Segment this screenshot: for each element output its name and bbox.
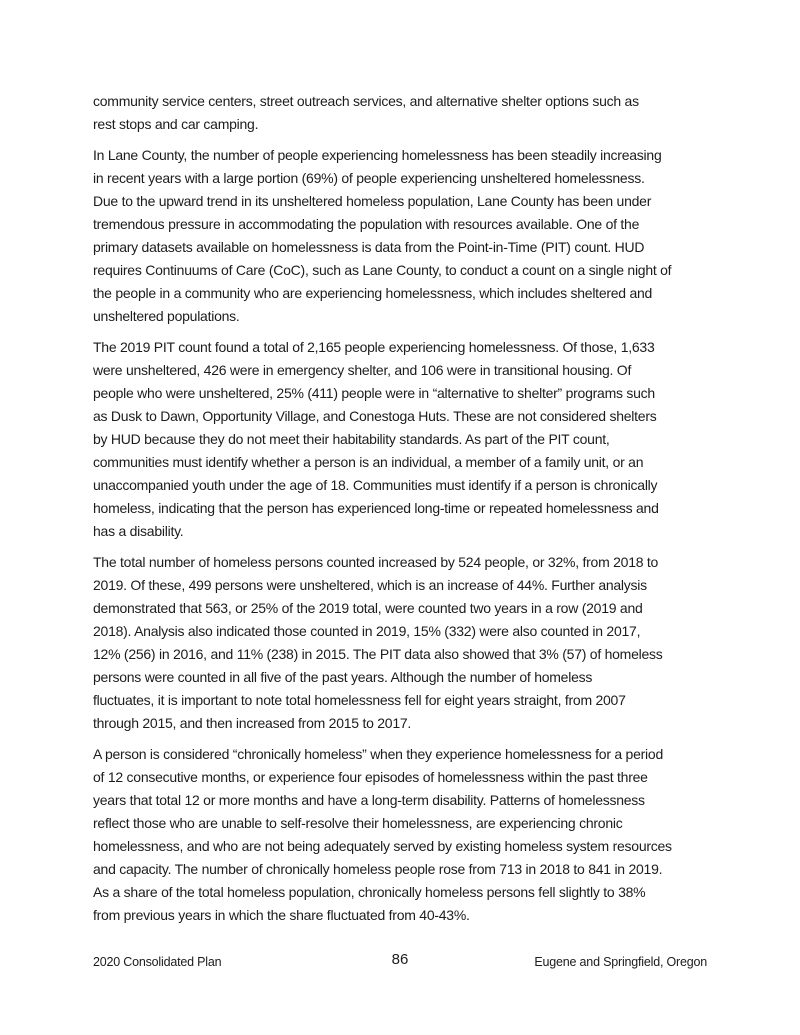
footer-location: Eugene and Springfield, Oregon: [534, 955, 707, 969]
paragraph-count-increase-analysis: The total number of homeless persons counted increased by 524 people, or 32%, from 2018 to 2019. Of these, 499 persons were unsheltered, which is an increase of 44%. Further analysis demonstrated that 563, or 25% of the 2019 total, were counted two years in a row (2019 and 2018). Analysis also indicated those counted in 2019, 15% (332) were also counted in 2017, 12% (256) in 2016, and 11% (238) in 2015. The PIT data also showed that 3% (57) of homeless persons were counted in all five of the past years. Although the number of homeless fluctuates, it is important to note total homelessness fell for eight years straight, from 2007 through 2015, and then increased from 2015 to 2017.: [93, 554, 663, 731]
paragraph-community-services: community service centers, street outreach services, and alternative shelter options such as rest stops and car camping.: [93, 93, 639, 132]
page-body-text: [93, 90, 761, 935]
footer-page-number: 86: [391, 951, 409, 968]
paragraph-chronically-homeless: A person is considered “chronically homeless” when they experience homelessness for a period of 12 consecutive months, or experience four episodes of homelessness within the past three years that total 12 or more months and have a long-term disability. Patterns of homelessness reflect those who are unable to self-resolve their homelessness, are experiencing chronic homelessness, and who are not being adequately served by existing homeless system resources and capacity. The number of chronically homeless people rose from 713 in 2018 to 841 in 2019. As a share of the total homeless population, chronically homeless persons fell slightly to 38% from previous years in which the share fluctuated from 40-43%.: [93, 746, 672, 923]
page-footer: [93, 951, 707, 973]
paragraph-2019-pit-count: The 2019 PIT count found a total of 2,165 people experiencing homelessness. Of those, 1,633 were unsheltered, 426 were in emergency shelter, and 106 were in transitional housing. Of people who were unsheltered, 25% (411) people were in “alternative to shelter” programs such as Dusk to Dawn, Opportunity Village, and Conestoga Huts. These are not considered shelters by HUD because they do not meet their habitability standards. As part of the PIT count, communities must identify whether a person is an individual, a member of a family unit, or an unaccompanied youth under the age of 18. Communities must identify if a person is chronically homeless, indicating that the person has experienced long-time or repeated homelessness and has a disability.: [93, 339, 659, 539]
footer-document-title: 2020 Consolidated Plan: [93, 955, 222, 969]
paragraph-lane-county-pit-overview: In Lane County, the number of people experiencing homelessness has been steadily increasing in recent years with a large portion (69%) of people experiencing unsheltered homelessness. Due to the upward trend in its unsheltered homeless population, Lane County has been under tremendous pressure in accommodating the population with resources available. One of the primary datasets available on homelessness is data from the Point-in-Time (PIT) count. HUD requires Continuums of Care (CoC), such as Lane County, to conduct a count on a single night of the people in a community who are experiencing homelessness, which includes sheltered and unsheltered populations.: [93, 147, 672, 324]
